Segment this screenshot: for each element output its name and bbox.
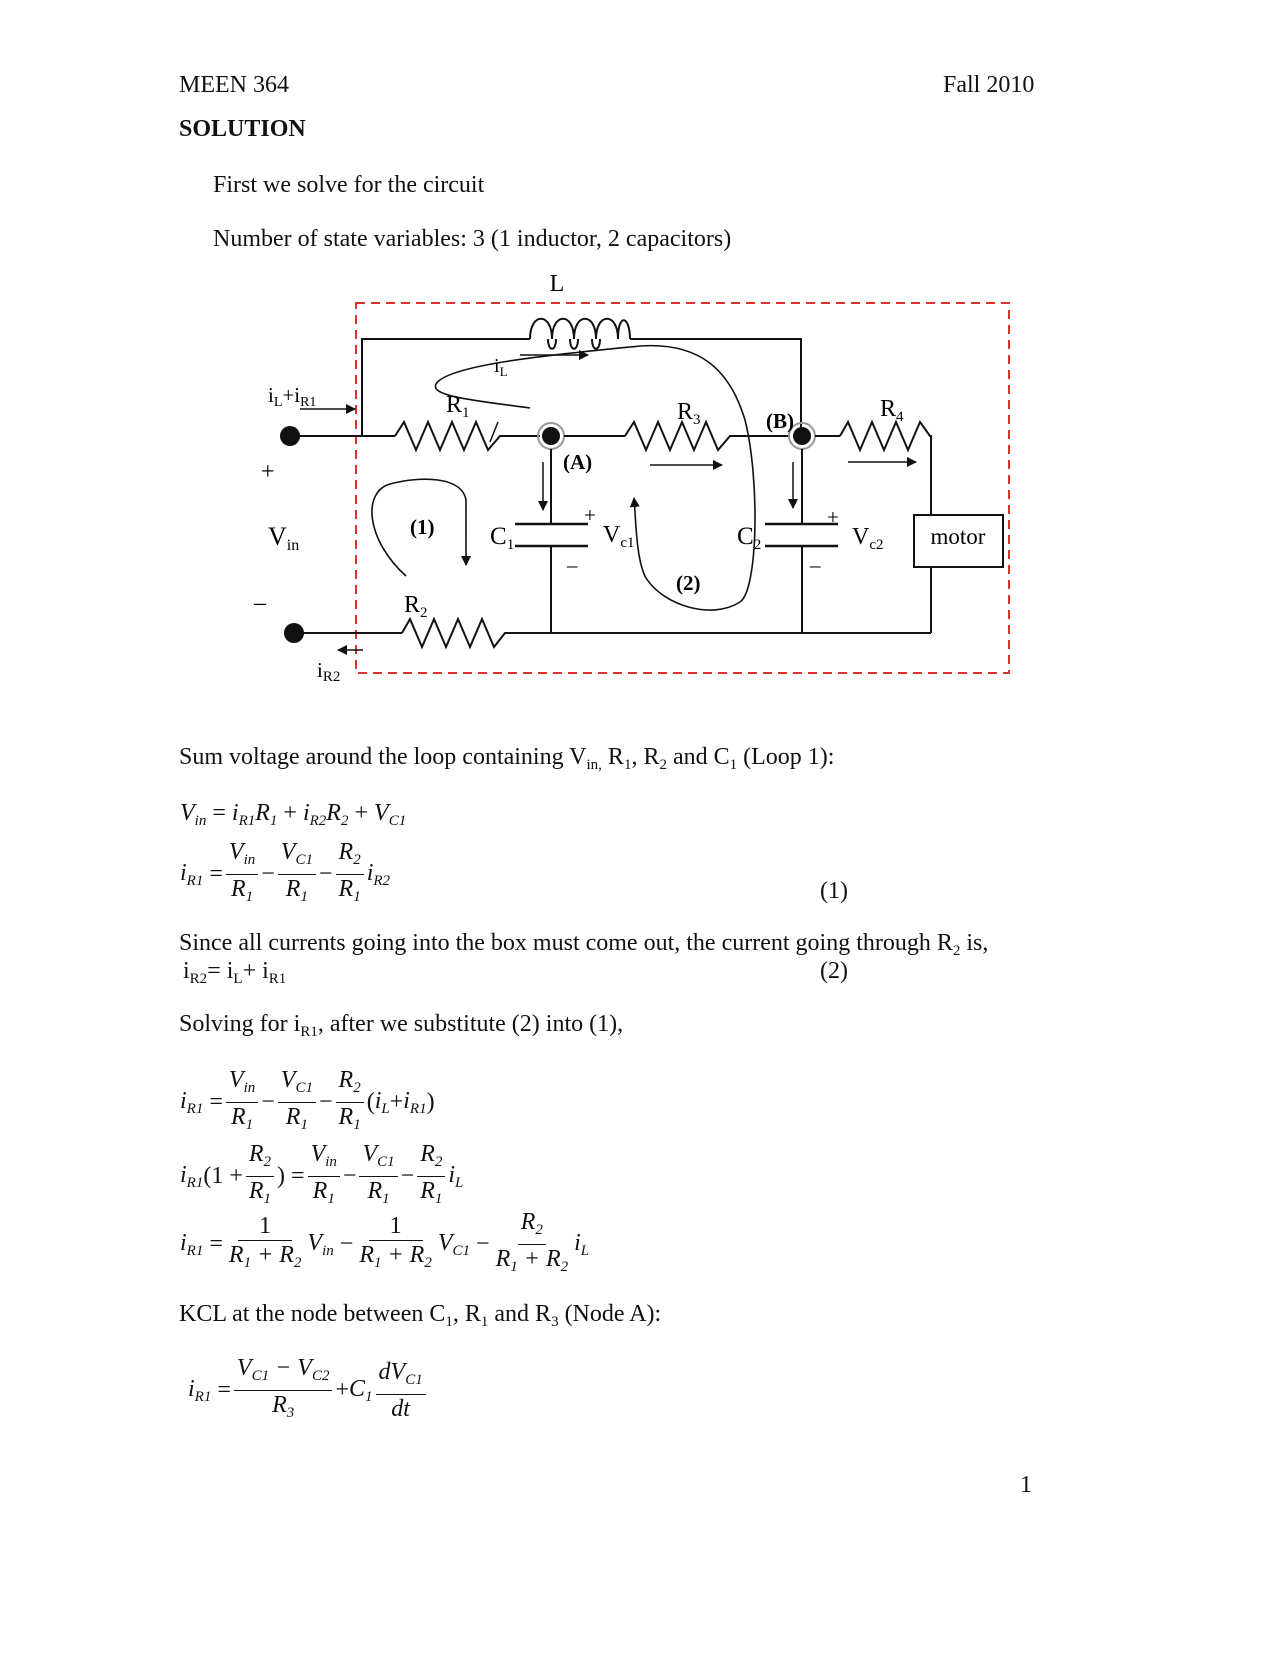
equation-number-1: (1) [820, 878, 848, 904]
label-vin-minus: – [254, 590, 266, 616]
loop-2-path [435, 346, 755, 610]
equation-substituted: $i_{R1}$ = $\frac{V_{in}}{R_1}$ − $\frac{V_{C1}}{R_1}$ − $\frac{R_2}{R_1}$ ( $i_L$ + $i_{R1}$ ) [180, 1067, 435, 1133]
kcl-description: KCL at the node between $C_1$, $R_1$ and $R_3$ (Node A): [179, 1301, 662, 1330]
equation-kvl-loop1: $V_{in} = i_{R1}R_1 + i_{R2}R_2 + V_{C1}$ [180, 800, 407, 829]
course-code: MEEN 364 [179, 72, 289, 98]
label-c2-plus: + [827, 505, 839, 529]
loop1-description: Sum voltage around the loop containing $V_{in,}$ $R_1$, $R_2$ and $C_1$ (Loop 1): [179, 744, 835, 773]
label-r2: $R_2$ [404, 592, 428, 621]
equation-ir1-solved: $i_{R1}$ = $\frac{1}{R_1 + R_2}$ $V_{in}$ − $\frac{1}{R_1 + R_2}$ $V_{C1}$ − $\frac{R_2}{R_1 + R_2}$ $i_L$ [180, 1209, 590, 1275]
label-vc1: $V_{c1}$ [603, 522, 635, 551]
input-terminal-top [280, 426, 300, 446]
label-vin: Vin [268, 522, 300, 554]
node-a-dot [542, 427, 560, 445]
label-vc2: $V_{c2}$ [852, 524, 884, 553]
page-title: SOLUTION [179, 116, 306, 142]
label-vin-plus: + [261, 459, 275, 485]
system-boundary-box [356, 303, 1009, 673]
page-number: 1 [1020, 1472, 1032, 1498]
label-c1-plus: + [584, 503, 596, 527]
label-motor: motor [930, 524, 986, 549]
label-c2: $C_2$ [737, 523, 762, 553]
label-loop-1: (1) [410, 515, 435, 539]
label-inductor: L [549, 271, 565, 297]
node-b-dot [793, 427, 811, 445]
label-r1: $R_1$ [446, 392, 470, 421]
resistor-r2 [402, 619, 931, 647]
label-il: $i_L$ [494, 355, 508, 379]
label-loop-2: (2) [676, 571, 701, 595]
inductor-coil [530, 319, 630, 349]
label-c2-minus: – [810, 553, 821, 577]
input-terminal-bottom [284, 623, 304, 643]
label-node-b: (B) [766, 409, 794, 433]
equation-collected: $i_{R1}$ (1 + $\frac{R_2}{R_1}$ ) = $\frac{V_{in}}{R_1}$ − $\frac{V_{C1}}{R_1}$ − $\frac{R_2}{R_1}$ $i_L$ [180, 1141, 464, 1207]
resistor-r4 [840, 422, 931, 515]
label-input-current: iL+iR1 [268, 383, 317, 410]
intro-line-1: First we solve for the circuit [213, 172, 485, 198]
label-node-a: (A) [563, 450, 593, 474]
circuit-diagram [0, 260, 1280, 700]
label-c1-minus: – [567, 553, 578, 577]
label-r4: $R_4$ [880, 396, 904, 425]
equation-ir1-first: $i_{R1}$ = $\frac{V_{in}}{R_1}$ − $\frac{V_{C1}}{R_1}$ − $\frac{R_2}{R_1}$ $i_{R2}$ [180, 839, 391, 905]
equation-kcl-node-a: $i_{R1}$ = $\frac{V_{C1} - V_{C2}}{R_3}$ + $C_1$ $\frac{dV_{C1}}{dt}$ [188, 1354, 429, 1427]
substitution-description: Solving for $i_{R1}$, after we substitute (2) into (1), [179, 1011, 624, 1040]
wire-inductor-left [362, 339, 530, 436]
term: Fall 2010 [943, 72, 1035, 98]
intro-line-2: Number of state variables: 3 (1 inductor, 2 capacitors) [213, 226, 732, 252]
equation-ir2: $i_{R2}= i_L+ i_{R1}$ [183, 958, 287, 987]
label-r3: $R_3$ [677, 399, 701, 428]
resistor-r1 [395, 422, 540, 450]
equation-number-2: (2) [820, 958, 848, 984]
box-current-description: Since all currents going into the box must come out, the current going through $R_2$ is, [179, 930, 989, 959]
label-c1: $C_1$ [490, 523, 515, 553]
label-ir2: iR2 [317, 658, 341, 685]
